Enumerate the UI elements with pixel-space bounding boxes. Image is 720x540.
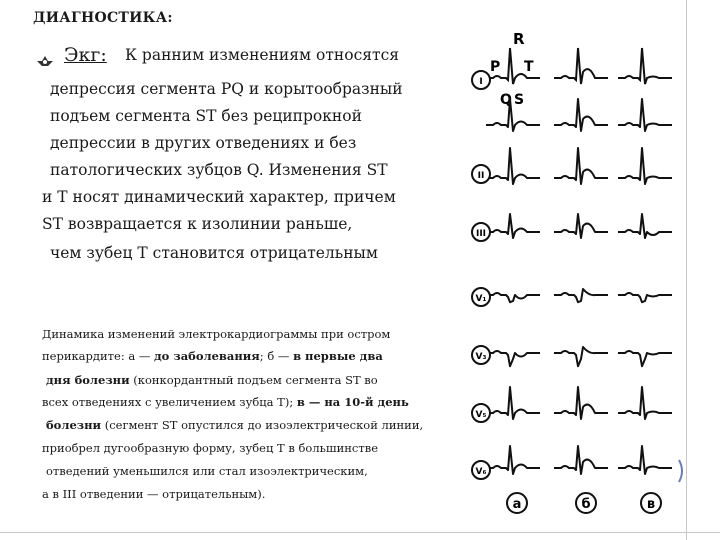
ecg-trace-ii-2	[554, 148, 608, 184]
ecg-trace-v1-1	[486, 293, 540, 302]
lead-label: V₃	[475, 352, 487, 362]
body-line-6: и T носят динамический характер, причем	[42, 188, 396, 206]
ecg-trace-v6-2	[554, 446, 608, 474]
ecg-trace-ii-3	[618, 148, 672, 184]
column-label: б	[581, 497, 591, 512]
ecg-trace-i-2	[554, 99, 608, 131]
caption-line-7: отведений уменьшился или стал изоэлектрическим,	[46, 464, 368, 478]
lead-label: III	[475, 229, 487, 239]
ecg-trace-v3-2	[554, 347, 608, 366]
body-line-8: чем зубец T становится отрицательным	[50, 244, 378, 262]
body-line-4: депрессии в других отведениях и без	[50, 134, 357, 152]
caption-line-8: а в III отведении — отрицательным).	[42, 487, 266, 501]
wave-label-t: T	[524, 59, 534, 75]
lead-label: V₅	[475, 410, 487, 420]
ecg-trace-i-3	[618, 48, 672, 84]
ecg-trace-ii-1	[486, 148, 540, 184]
wave-label-s: S	[514, 92, 525, 108]
ecg-trace-v3-1	[486, 351, 540, 366]
lead-label: V₁	[475, 294, 487, 304]
column-label: в	[646, 497, 656, 512]
column-label: а	[512, 497, 522, 512]
ecg-trace-i-2	[554, 48, 608, 84]
body-line-1: К ранним изменениям относятся	[125, 46, 400, 64]
caption-line-5: болезни (сегмент ST опустился до изоэлектрической линии,	[46, 418, 424, 432]
ecg-trace-i-1	[486, 99, 540, 131]
ecg-trace-i-3	[618, 99, 672, 131]
lead-label: V₆	[475, 467, 487, 477]
ecg-trace-v5-3	[618, 387, 672, 419]
bullet-label: Экг:	[64, 44, 107, 66]
ecg-trace-v1-2	[554, 289, 608, 302]
lead-label: II	[477, 171, 485, 181]
ecg-trace-v6-1	[486, 446, 540, 474]
wave-label-p: P	[490, 59, 501, 75]
ecg-trace-v5-2	[554, 387, 608, 419]
body-line-7: ST возвращается к изолинии раньше,	[42, 215, 353, 233]
ecg-trace-v5-1	[486, 387, 540, 419]
caption-line-4: всех отведениях с увеличением зубца T); в — на 10-й день	[42, 395, 409, 409]
caption-line-3: дня болезни (конкордантный подъем сегмента ST во	[46, 373, 378, 387]
ecg-trace-iii-3	[618, 214, 672, 238]
ecg-trace-v3-3	[618, 351, 672, 366]
slide-title: ДИАГНОСТИКА:	[33, 10, 173, 26]
body-line-2: депрессия сегмента PQ и корытообразный	[50, 80, 403, 98]
ecg-trace-v6-3	[618, 446, 672, 474]
ecg-trace-iii-2	[554, 214, 608, 238]
wave-label-r: R	[513, 30, 525, 48]
caption-line-2: перикардите: а — до заболевания; б — в первые два	[42, 349, 383, 363]
ecg-trace-v1-3	[618, 293, 672, 302]
body-line-3: подъем сегмента ST без реципрокной	[50, 107, 362, 125]
lead-label: I	[479, 77, 483, 87]
caption-line-1: Динамика изменений электрокардиограммы при остром	[42, 327, 391, 341]
wave-label-q: Q	[500, 92, 512, 108]
caption-line-6: приобрел дугообразную форму, зубец T в большинстве	[42, 441, 378, 455]
ecg-trace-iii-1	[486, 214, 540, 238]
body-line-5: патологических зубцов Q. Изменения ST	[50, 161, 388, 179]
